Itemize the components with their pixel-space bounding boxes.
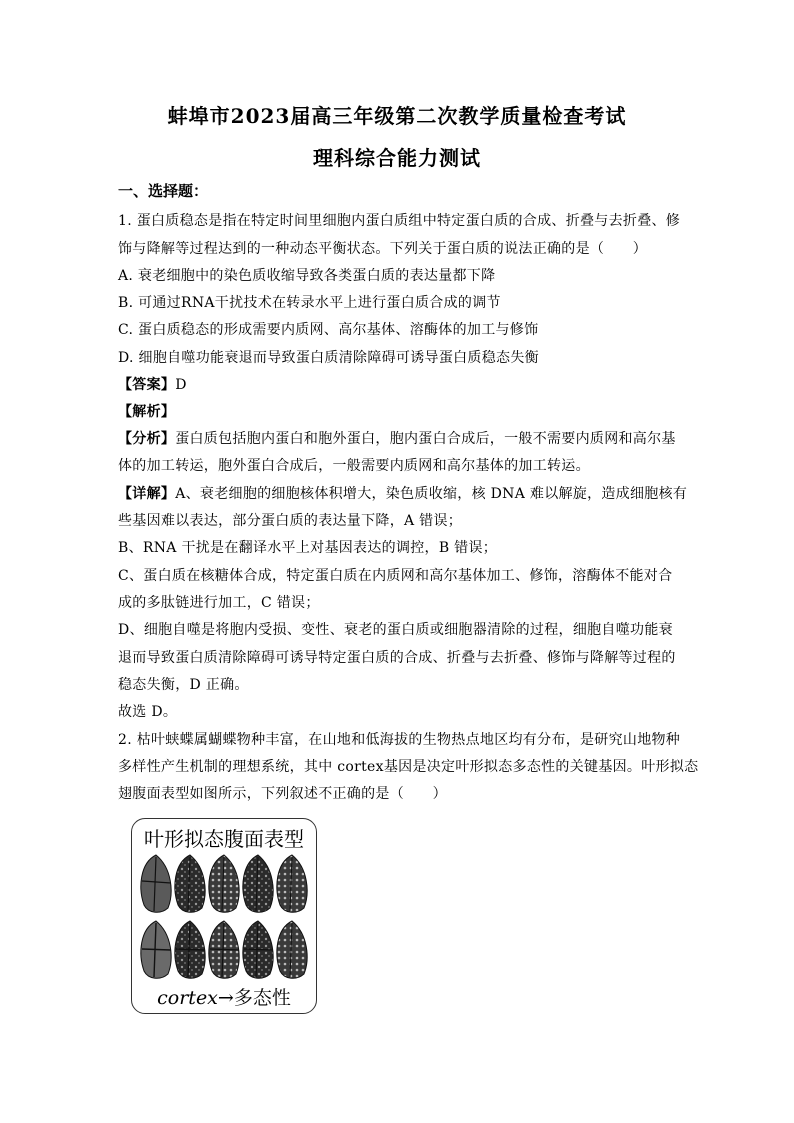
q2-stem-line1: 2. 枯叶蛱蝶属蝴蝶物种丰富，在山地和低海拔的生物热点地区均有分布，是研究山地物种 <box>118 732 681 748</box>
detail-d-line2: 退而导致蛋白质清除障碍可诱导特定蛋白质的合成、折叠与去折叠、修饰与降解等过程的 <box>118 650 676 666</box>
xiangjie-tag: 【详解】 <box>118 486 176 502</box>
detail-b: B、RNA 干扰是在翻译水平上对基因表达的调控，B 错误； <box>118 540 498 556</box>
wing-r1-c4 <box>243 855 273 912</box>
wing-r2-c4 <box>243 921 273 978</box>
q1-answer <box>118 374 187 394</box>
q1-conclusion: 故选 D。 <box>118 704 178 720</box>
fenxi-line2: 体的加工转运，胞外蛋白合成后，一般需要内质网和高尔基体的加工转运。 <box>118 458 590 474</box>
leaf-wing-illustrations <box>138 853 310 983</box>
caption-arrow: → <box>217 987 234 1009</box>
wing-r1-c1 <box>141 855 171 912</box>
q1-option-b: B. 可通过RNA干扰技术在转录水平上进行蛋白质合成的调节 <box>118 295 501 311</box>
q2-stem-line3: 翅腹面表型如图所示，下列叙述不正确的是（ ） <box>118 786 447 802</box>
detail-d-line1: D、细胞自噬是将胞内受损、变性、衰老的蛋白质或细胞器清除的过程，细胞自噬功能衰 <box>118 622 673 638</box>
caption-gene: cortex <box>157 987 218 1009</box>
analysis-tag: 【解析】 <box>118 404 176 420</box>
detail-a-text1: A、衰老细胞的细胞核体积增大，染色质收缩，核 DNA 难以解旋，造成细胞核有 <box>175 486 688 502</box>
page-subtitle: 理科综合能力测试 <box>313 146 481 170</box>
detail-a-line2: 些基因难以表达，部分蛋白质的表达量下降，A 错误； <box>118 513 463 529</box>
wing-r1-c3 <box>209 855 239 912</box>
fenxi-tag: 【分析】 <box>118 431 176 447</box>
q1-stem-line2: 饰与降解等过程达到的一种动态平衡状态。下列关于蛋白质的说法正确的是（ ） <box>118 241 648 257</box>
detail-c-line1: C、蛋白质在核糖体合成，特定蛋白质在内质网和高尔基体加工、修饰，溶酶体不能对合 <box>118 568 673 584</box>
detail-d-line3: 稳态失衡，D 正确。 <box>118 677 249 693</box>
caption-text: 多态性 <box>233 987 291 1009</box>
fenxi-text1: 蛋白质包括胞内蛋白和胞外蛋白，胞内蛋白合成后，一般不需要内质网和高尔基 <box>175 431 676 447</box>
q1-option-c: C. 蛋白质稳态的形成需要内质网、高尔基体、溶酶体的加工与修饰 <box>118 322 539 338</box>
figure-title: 叶形拟态腹面表型 <box>144 827 304 851</box>
q1-option-a: A. 衰老细胞中的染色质收缩导致各类蛋白质的表达量都下降 <box>118 268 496 284</box>
detail-c-line2: 成的多肽链进行加工，C 错误； <box>118 595 320 611</box>
answer-tag: 【答案】 <box>118 377 176 393</box>
q2-stem-line2: 多样性产生机制的理想系统，其中 cortex基因是决定叶形拟态多态性的关键基因。叶形拟态 <box>118 759 699 775</box>
q1-stem-line1: 1. 蛋白质稳态是指在特定时间里细胞内蛋白质组中特定蛋白质的合成、折叠与去折叠、修 <box>118 213 681 229</box>
wing-r2-c2 <box>175 921 205 978</box>
wing-phenotype-figure <box>131 818 317 1014</box>
wing-r2-c3 <box>209 921 239 978</box>
answer-value: D <box>175 377 187 393</box>
wing-r1-c2 <box>175 855 205 912</box>
wing-r1-c5 <box>277 855 307 912</box>
fenxi-line1 <box>118 428 676 448</box>
wing-r2-c1 <box>141 921 171 978</box>
section-heading: 一、选择题： <box>118 182 209 200</box>
page-title: 蚌埠市2023届高三年级第二次教学质量检查考试 <box>167 104 627 128</box>
figure-caption <box>132 983 316 1010</box>
detail-a-line1 <box>118 483 687 503</box>
wing-r2-c5 <box>277 921 307 978</box>
q1-option-d: D. 细胞自噬功能衰退而导致蛋白质清除障碍可诱导蛋白质稳态失衡 <box>118 350 539 366</box>
